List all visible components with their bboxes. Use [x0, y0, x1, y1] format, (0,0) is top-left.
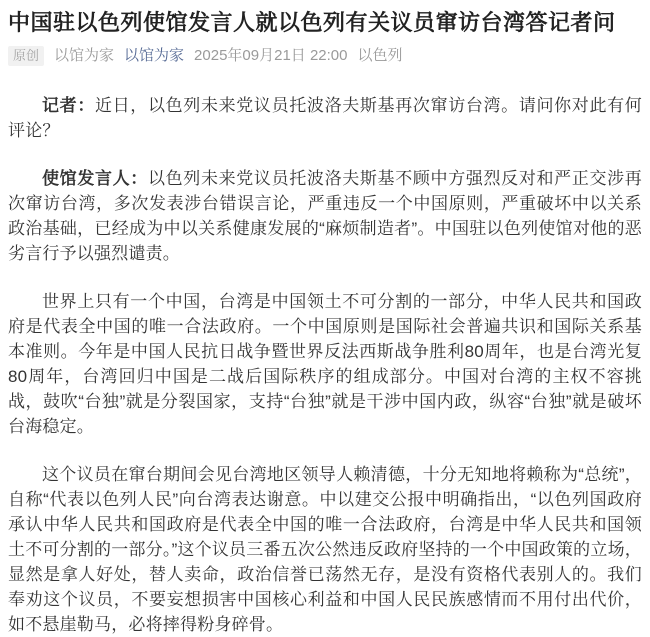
article-title: 中国驻以色列使馆发言人就以色列有关议员窜访台湾答记者问	[8, 10, 616, 35]
reporter-question-text: 近日，以色列未来党议员托波洛夫斯基再次窜访台湾。请问你对此有何评论？	[8, 96, 642, 140]
article-meta	[8, 45, 642, 66]
spokesperson-answer-text: 以色列未来党议员托波洛夫斯基不顾中方强烈反对和严正交涉再次窜访台湾，多次发表涉台错误言论，严重违反一个中国原则，严重破坏中以关系政治基础，已经成为中以关系健康发展的“麻烦制造者”。中国驻以色列使馆对他的恶劣言行予以强烈谴责。	[8, 169, 642, 263]
author-name: 以馆为家	[54, 47, 115, 64]
publish-location: 以色列	[357, 47, 403, 64]
article-content	[8, 93, 642, 637]
paragraph-spokesperson-answer	[8, 166, 642, 266]
spokesperson-label: 使馆发言人：	[42, 169, 148, 188]
account-link[interactable]: 以馆为家	[124, 47, 185, 64]
publish-time: 2025年09月21日 22:00	[194, 47, 348, 64]
paragraph-one-china-principle: 世界上只有一个中国，台湾是中国领土不可分割的一部分，中华人民共和国政府是代表全中国的唯一合法政府。一个中国原则是国际社会普遍共识和国际关系基本准则。今年是中国人民抗日战争暨世界反法西斯战争胜利80周年，也是台湾光复80周年，台湾回归中国是二战后国际秩序的组成部分。中国对台湾的主权不容挑战，鼓吹“台独”就是分裂国家，支持“台独”就是干涉中国内政，纵容“台独”就是破坏台海稳定。	[8, 292, 642, 436]
reporter-label: 记者：	[42, 96, 95, 115]
paragraph-reporter-question	[8, 93, 642, 143]
paragraph-condemnation: 这个议员在窜台期间会见台湾地区领导人赖清德，十分无知地将赖称为“总统”，自称“代表以色列人民”向台湾表达谢意。中以建交公报中明确指出，“以色列国政府承认中华人民共和国政府是代表全中国的唯一合法政府，台湾是中华人民共和国领土不可分割的一部分。”这个议员三番五次公然违反政府坚持的一个中国政策的立场，显然是拿人好处，替人卖命，政治信誉已荡然无存，是没有资格代表别人的。我们奉劝这个议员，不要妄想损害中国核心利益和中国人民民族感情而不用付出代价，如不悬崖勒马，必将摔得粉身碎骨。	[8, 465, 642, 634]
original-badge: 原创	[8, 46, 44, 66]
